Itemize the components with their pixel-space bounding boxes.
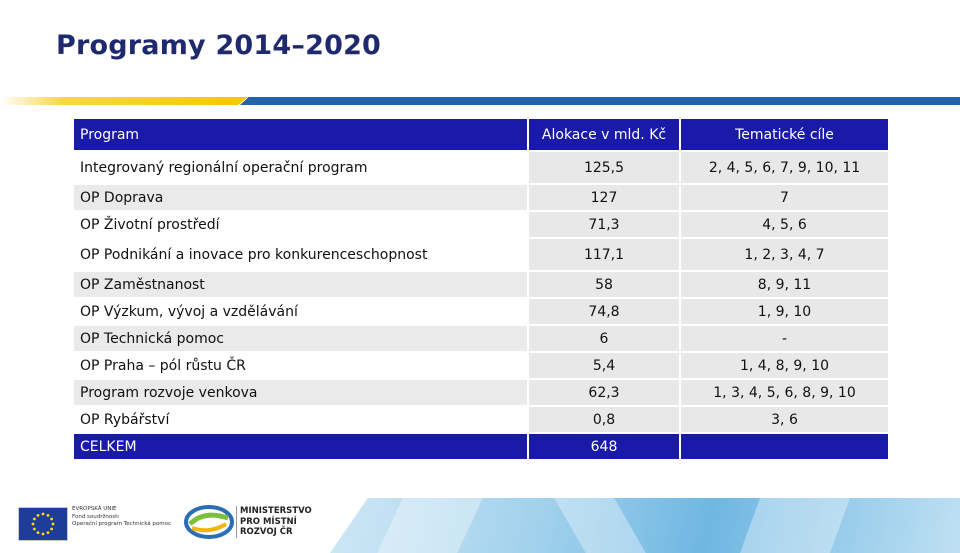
goals-value: 1, 4, 8, 9, 10 bbox=[680, 352, 889, 379]
allocation-value: 127 bbox=[528, 184, 680, 211]
table-total-row bbox=[73, 433, 889, 460]
header-allocation: Alokace v mld. Kč bbox=[528, 118, 680, 151]
table-row bbox=[73, 238, 889, 271]
table-row bbox=[73, 325, 889, 352]
allocation-value: 6 bbox=[528, 325, 680, 352]
table-row bbox=[73, 211, 889, 238]
allocation-value: 117,1 bbox=[528, 238, 680, 271]
footer-logos bbox=[0, 492, 960, 553]
goals-value: 2, 4, 5, 6, 7, 9, 10, 11 bbox=[680, 151, 889, 184]
eu-text-line: EVROPSKÁ UNIE bbox=[72, 506, 117, 512]
total-goals bbox=[680, 433, 889, 460]
program-name: OP Životní prostředí bbox=[73, 211, 528, 238]
divider-yellow-stripe bbox=[0, 97, 248, 105]
table-row bbox=[73, 406, 889, 433]
divider-blue-stripe bbox=[240, 97, 960, 105]
program-name: OP Výzkum, vývoj a vzdělávání bbox=[73, 298, 528, 325]
header-divider bbox=[0, 97, 960, 105]
program-name: OP Rybářství bbox=[73, 406, 528, 433]
ministry-logo-icon bbox=[184, 504, 234, 540]
program-name: Integrovaný regionální operační program bbox=[73, 151, 528, 184]
ministry-text-line: MINISTERSTVO bbox=[240, 506, 312, 516]
table-row bbox=[73, 184, 889, 211]
programs-table bbox=[72, 117, 890, 461]
table-header-row bbox=[73, 118, 889, 151]
page-title: Programy 2014–2020 bbox=[56, 30, 382, 61]
program-name: OP Doprava bbox=[73, 184, 528, 211]
table-row bbox=[73, 271, 889, 298]
goals-value: 1, 2, 3, 4, 7 bbox=[680, 238, 889, 271]
table-row bbox=[73, 298, 889, 325]
ministry-logo-text bbox=[240, 506, 330, 538]
eu-logo-text bbox=[72, 506, 182, 529]
eu-flag-icon bbox=[18, 507, 68, 541]
program-name: OP Podnikání a inovace pro konkurenceschopnost bbox=[73, 238, 528, 271]
total-allocation: 648 bbox=[528, 433, 680, 460]
goals-value: 4, 5, 6 bbox=[680, 211, 889, 238]
goals-value: 7 bbox=[680, 184, 889, 211]
allocation-value: 71,3 bbox=[528, 211, 680, 238]
goals-value: 1, 3, 4, 5, 6, 8, 9, 10 bbox=[680, 379, 889, 406]
ministry-text-line: ROZVOJ ČR bbox=[240, 527, 293, 537]
program-name: OP Praha – pól růstu ČR bbox=[73, 352, 528, 379]
goals-value: 1, 9, 10 bbox=[680, 298, 889, 325]
ministry-text-line: PRO MÍSTNÍ bbox=[240, 516, 297, 527]
program-name: OP Zaměstnanost bbox=[73, 271, 528, 298]
total-label: CELKEM bbox=[73, 433, 528, 460]
allocation-value: 62,3 bbox=[528, 379, 680, 406]
eu-text-line: Operační program Technická pomoc bbox=[72, 521, 172, 527]
allocation-value: 0,8 bbox=[528, 406, 680, 433]
header-program: Program bbox=[73, 118, 528, 151]
goals-value: 3, 6 bbox=[680, 406, 889, 433]
header-goals: Tematické cíle bbox=[680, 118, 889, 151]
eu-text-line: Fond soudržnosti bbox=[72, 513, 119, 520]
logo-divider bbox=[236, 506, 237, 538]
allocation-value: 125,5 bbox=[528, 151, 680, 184]
allocation-value: 74,8 bbox=[528, 298, 680, 325]
program-name: Program rozvoje venkova bbox=[73, 379, 528, 406]
goals-value: 8, 9, 11 bbox=[680, 271, 889, 298]
allocation-value: 5,4 bbox=[528, 352, 680, 379]
program-name: OP Technická pomoc bbox=[73, 325, 528, 352]
table-row bbox=[73, 379, 889, 406]
table-row bbox=[73, 352, 889, 379]
decorative-banner bbox=[330, 498, 960, 553]
allocation-value: 58 bbox=[528, 271, 680, 298]
goals-value: - bbox=[680, 325, 889, 352]
table-row bbox=[73, 151, 889, 184]
